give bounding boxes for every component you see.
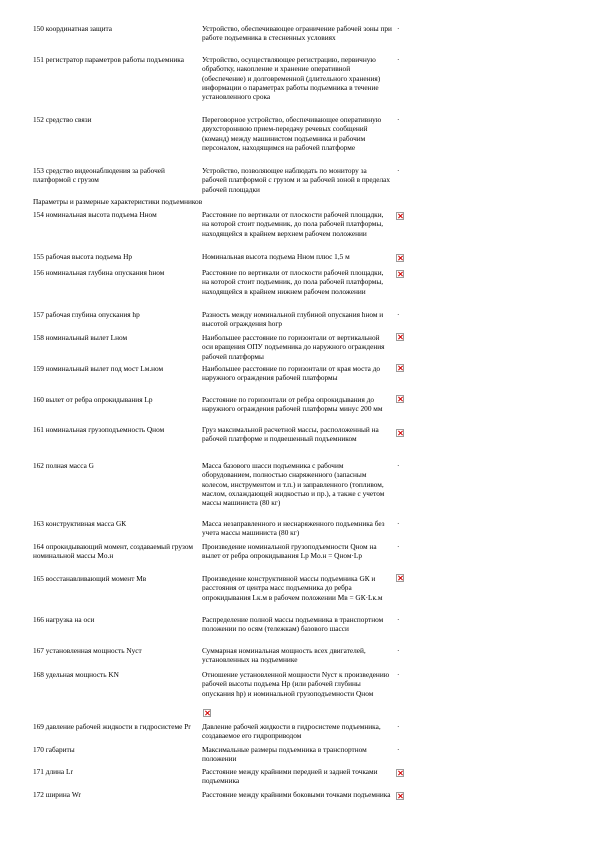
term-definition: Устройство, обеспечивающее ограничение рабочей зоны при работе подъемника в стесненных условиях	[202, 24, 392, 43]
bullet-marker: ·	[397, 615, 400, 624]
term-name: 153 средство видеонаблюдения за рабочей платформой с грузом	[33, 166, 165, 185]
term-definition: Максимальные размеры подъемника в транспортном положении	[202, 745, 367, 764]
term-definition: Отношение установленной мощности Nуст к произведению рабочей высоты подъема Нр (или рабочей глубины опускания hр) и номинальной грузоподъемности Qном	[202, 670, 390, 698]
term-name: 158 номинальный вылет Lном	[33, 333, 128, 342]
broken-image-icon	[396, 212, 404, 220]
term-definition: Расстояние по горизонтали от ребра опрокидывания до наружного ограждения рабочей платформы минус 200 мм	[202, 395, 383, 414]
term-definition: Произведение номинальной грузоподъемности Qном на вылет от ребра опрокидывания Lр Mо.н = Qном·Lр	[202, 542, 377, 561]
term-definition: Суммарная номинальная мощность всех двигателей, установленных на подъемнике	[202, 646, 366, 665]
term-name: 170 габариты	[33, 745, 75, 754]
term-definition: Расстояние по вертикали от плоскости рабочей площадки, на которой стоит подъемник, до пола рабочей платформы, находящейся в крайнем нижнем рабочем положении	[202, 268, 384, 296]
term-definition: Произведение конструктивной массы подъемника GК и расстояния от центра масс подъемника до ребра опрокидывания Lк.м в рабочем положении Mв = GК·Lк.м	[202, 574, 383, 602]
bullet-marker: ·	[397, 745, 400, 754]
term-definition: Наибольшее расстояние по горизонтали от вертикальной оси вращения ОПУ подъемника до наружного ограждения рабочей платформы	[202, 333, 385, 361]
term-name: 164 опрокидывающий момент, создаваемый грузом номинальной массы Mо.н	[33, 542, 193, 561]
broken-image-icon	[396, 395, 404, 403]
term-name: 151 регистратор параметров работы подъемника	[33, 55, 184, 64]
broken-image-icon	[396, 254, 404, 262]
term-definition: Расстояние между крайними боковыми точками подъемника	[202, 790, 391, 799]
term-definition: Наибольшее расстояние по горизонтали от края моста до наружного ограждения рабочей платформы	[202, 364, 381, 383]
term-definition: Переговорное устройство, обеспечивающее оперативную двухстороннюю прием-передачу речевых сообщений (команд) между машинистом подъемника и рабочим персоналом, находящимся на рабочей платформе	[202, 115, 382, 152]
bullet-marker: ·	[397, 461, 400, 470]
term-name: 154 номинальная высота подъема Нном	[33, 210, 157, 219]
term-name: 162 полная масса G	[33, 461, 94, 470]
bullet-marker: ·	[397, 646, 400, 655]
bullet-marker: ·	[397, 166, 400, 175]
term-name: 171 длина Lr	[33, 767, 73, 776]
bullet-marker: ·	[397, 722, 400, 731]
term-definition: Номинальная высота подъема Нном плюс 1,5 м	[202, 252, 350, 261]
broken-image-icon	[203, 709, 211, 717]
term-definition: Разность между номинальной глубиной опускания hном и высотой ограждения hогр	[202, 310, 384, 329]
term-name: 156 номинальная глубина опускания hном	[33, 268, 165, 277]
section-title: Параметры и размерные характеристики подъемников	[33, 197, 203, 206]
term-name: 166 нагрузка на оси	[33, 615, 95, 624]
term-name: 172 ширина Wr	[33, 790, 81, 799]
term-definition: Масса незаправленного и неснаряженного подъемника без учета массы машиниста (80 кг)	[202, 519, 385, 538]
term-name: 157 рабочая глубина опускания hр	[33, 310, 140, 319]
term-name: 168 удельная мощность KN	[33, 670, 119, 679]
term-definition: Расстояние по вертикали от плоскости рабочей площадки, на которой стоит подъемник, до пола рабочей платформы, находящейся в крайнем верхнем рабочем положении	[202, 210, 384, 238]
broken-image-icon	[396, 429, 404, 437]
term-name: 155 рабочая высота подъема Нр	[33, 252, 133, 261]
term-name: 169 давление рабочей жидкости в гидросистеме Рr	[33, 722, 191, 731]
term-definition: Распределение полной массы подъемника в транспортном положении по осям (тележкам) базового шасси	[202, 615, 384, 634]
broken-image-icon	[396, 574, 404, 582]
term-definition: Устройство, осуществляющее регистрацию, первичную обработку, накопление и хранение оперативной (обеспечение) и долговременной (длительного хранения) информации о параметрах работы подъемника в течение установленного срока	[202, 55, 381, 102]
term-name: 161 номинальная грузоподъемность Qном	[33, 425, 165, 434]
broken-image-icon	[396, 769, 404, 777]
bullet-marker: ·	[397, 670, 400, 679]
term-name: 152 средство связи	[33, 115, 92, 124]
broken-image-icon	[396, 792, 404, 800]
bullet-marker: ·	[397, 519, 400, 528]
term-name: 159 номинальный вылет под мост Lм.ном	[33, 364, 164, 373]
term-name: 150 координатная защита	[33, 24, 113, 33]
term-definition: Устройство, позволяющее наблюдать по монитору за рабочей платформой с грузом и за рабочей зоной в пределах рабочей площадки	[202, 166, 391, 194]
term-name: 167 установленная мощность Nуст	[33, 646, 142, 655]
bullet-marker: ·	[397, 115, 400, 124]
broken-image-icon	[396, 364, 404, 372]
bullet-marker: ·	[397, 55, 400, 64]
broken-image-icon	[396, 270, 404, 278]
bullet-marker: ·	[397, 24, 400, 33]
term-definition: Масса базового шасси подъемника с рабочим оборудованием, полностью снаряженного (запасным колесом, инструментом и т.п.) и заправленного (топливом, маслом, охлаждающей жидкостью и пр.), а также с учетом массы машиниста (80 кг)	[202, 461, 385, 508]
broken-image-icon	[396, 333, 404, 341]
bullet-marker: ·	[397, 310, 400, 319]
term-definition: Давление рабочей жидкости в гидросистеме подъемника, создаваемое его гидроприводом	[202, 722, 381, 741]
term-definition: Расстояние между крайними передней и задней точками подъемника	[202, 767, 378, 786]
term-definition: Груз максимальной расчетной массы, расположенный на рабочей платформе и подвешенный подъемником	[202, 425, 379, 444]
term-name: 163 конструктивная масса GК	[33, 519, 127, 528]
bullet-marker: ·	[397, 542, 400, 551]
term-name: 165 восстанавливающий момент Mв	[33, 574, 147, 583]
term-name: 160 вылет от ребра опрокидывания Lр	[33, 395, 153, 404]
